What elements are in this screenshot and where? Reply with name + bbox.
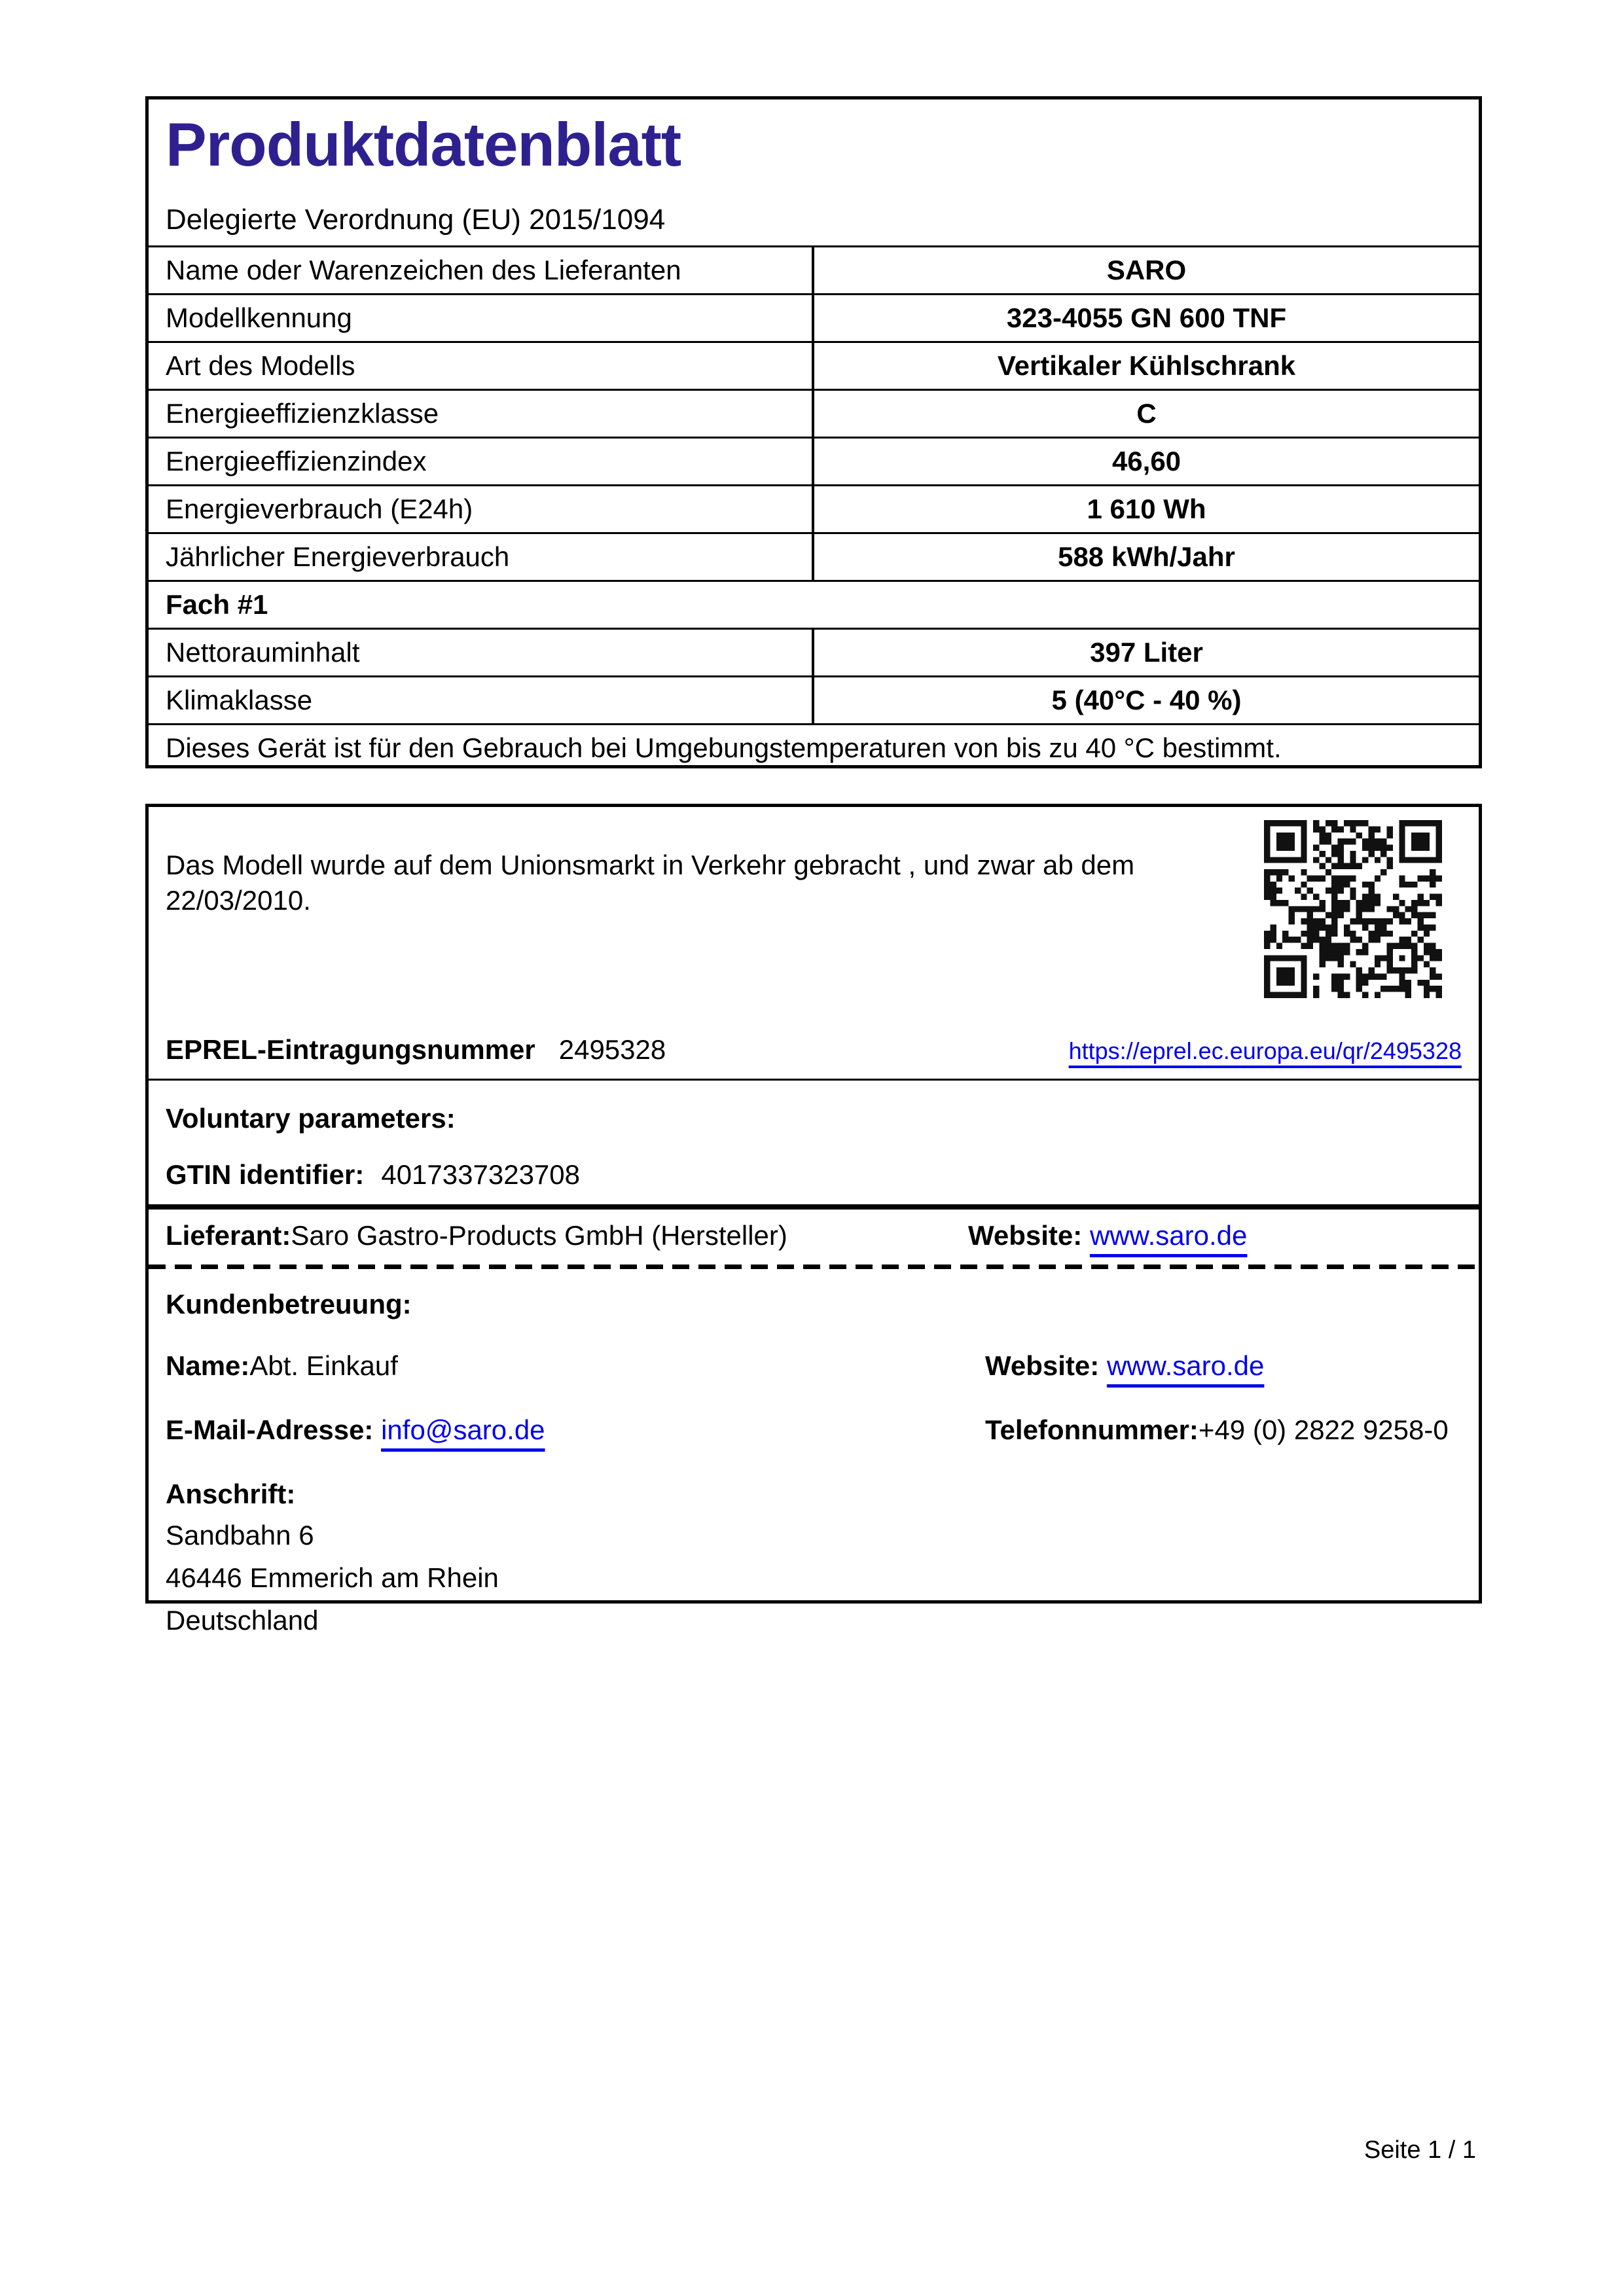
table-row (149, 245, 1479, 293)
phone-label: Telefonnummer: (985, 1414, 1199, 1445)
website-label: Website: (985, 1350, 1100, 1381)
product-spec-box (145, 96, 1482, 768)
table-row (149, 389, 1479, 437)
support-phone-field (985, 1414, 1449, 1446)
table-row (149, 437, 1479, 484)
spec-value: C (812, 391, 1479, 437)
table-section-row (149, 580, 1479, 628)
eprel-label: EPREL-Eintragungsnummer (166, 1034, 535, 1065)
spec-label: Name oder Warenzeichen des Lieferanten (166, 255, 681, 285)
spec-label: Art des Modells (166, 350, 355, 381)
address-line: 46446 Emmerich am Rhein (166, 1562, 499, 1593)
spec-table (149, 245, 1479, 771)
table-row (149, 532, 1479, 580)
support-website-link[interactable]: www.saro.de (1106, 1350, 1265, 1381)
spec-value: SARO (812, 247, 1479, 293)
name-label: Name: (166, 1350, 250, 1381)
table-row (149, 341, 1479, 389)
address-line: Deutschland (166, 1605, 319, 1636)
supplier-website-field (968, 1220, 1247, 1251)
support-name-field (166, 1350, 1462, 1382)
gtin-label: GTIN identifier: (166, 1159, 365, 1190)
supplier-website-link[interactable]: www.saro.de (1089, 1220, 1248, 1251)
support-heading: Kundenbetreuung: (166, 1289, 412, 1319)
gtin-field (166, 1159, 1462, 1191)
table-row (149, 675, 1479, 723)
spec-label: Energieeffizienzindex (166, 446, 427, 476)
support-email-link[interactable]: info@saro.de (381, 1414, 545, 1445)
table-row (149, 484, 1479, 532)
qr-code-icon (1264, 820, 1442, 998)
registration-contact-box (145, 804, 1482, 1636)
usage-note: Dieses Gerät ist für den Gebrauch bei Umgebungstemperaturen von bis zu 40 °C bestimmt. (166, 732, 1282, 763)
spec-value: 588 kWh/Jahr (812, 534, 1479, 580)
support-row (166, 1350, 1462, 1384)
support-section (149, 1269, 1479, 1636)
support-website-field (985, 1350, 1264, 1382)
address-line: Sandbahn 6 (166, 1520, 314, 1551)
spec-value: 1 610 Wh (812, 486, 1479, 532)
page-title: Produktdatenblatt (166, 110, 681, 179)
section-label: Fach #1 (166, 589, 268, 620)
phone-value: +49 (0) 2822 9258-0 (1198, 1414, 1449, 1445)
supplier-field (166, 1220, 787, 1251)
table-note-row (149, 723, 1479, 771)
voluntary-section (149, 1081, 1479, 1204)
email-label: E-Mail-Adresse: (166, 1414, 374, 1445)
gtin-value: 4017337323708 (381, 1159, 581, 1190)
divider (149, 1204, 1479, 1210)
spec-label: Nettorauminhalt (166, 637, 360, 668)
spec-label: Jährlicher Energieverbrauch (166, 541, 510, 572)
website-label: Website: (968, 1220, 1083, 1251)
supplier-label: Lieferant: (166, 1220, 291, 1251)
eprel-row (166, 1034, 1462, 1066)
spec-value: 5 (40°C - 40 %) (812, 677, 1479, 723)
dashed-divider (149, 1265, 1479, 1269)
supplier-section (149, 1210, 1479, 1265)
spec-label: Klimaklasse (166, 685, 313, 715)
voluntary-heading: Voluntary parameters: (166, 1103, 456, 1134)
eprel-link[interactable]: https://eprel.ec.europa.eu/qr/2495328 (1068, 1037, 1462, 1064)
market-section (149, 807, 1479, 1079)
spec-label: Energieverbrauch (E24h) (166, 493, 473, 524)
regulation-subtitle: Delegierte Verordnung (EU) 2015/1094 (166, 203, 666, 236)
spec-value: 397 Liter (812, 630, 1479, 675)
eprel-number (166, 1034, 666, 1066)
spec-value: 46,60 (812, 439, 1479, 484)
name-value: Abt. Einkauf (249, 1350, 398, 1381)
page-number: Seite 1 / 1 (1363, 2136, 1476, 2164)
table-row (149, 628, 1479, 675)
eprel-value: 2495328 (558, 1034, 666, 1065)
spec-label: Modellkennung (166, 302, 352, 333)
support-row (166, 1414, 1462, 1448)
address-label: Anschrift: (166, 1479, 296, 1509)
datasheet-header (149, 99, 1479, 245)
market-statement: Das Modell wurde auf dem Unionsmarkt in Verkehr gebracht , und zwar ab dem 22/03/2010. (166, 850, 1135, 916)
spec-value: 323-4055 GN 600 TNF (812, 295, 1479, 341)
supplier-value: Saro Gastro-Products GmbH (Hersteller) (291, 1220, 787, 1251)
spec-label: Energieeffizienzklasse (166, 398, 439, 429)
table-row (149, 293, 1479, 341)
spec-value: Vertikaler Kühlschrank (812, 343, 1479, 389)
